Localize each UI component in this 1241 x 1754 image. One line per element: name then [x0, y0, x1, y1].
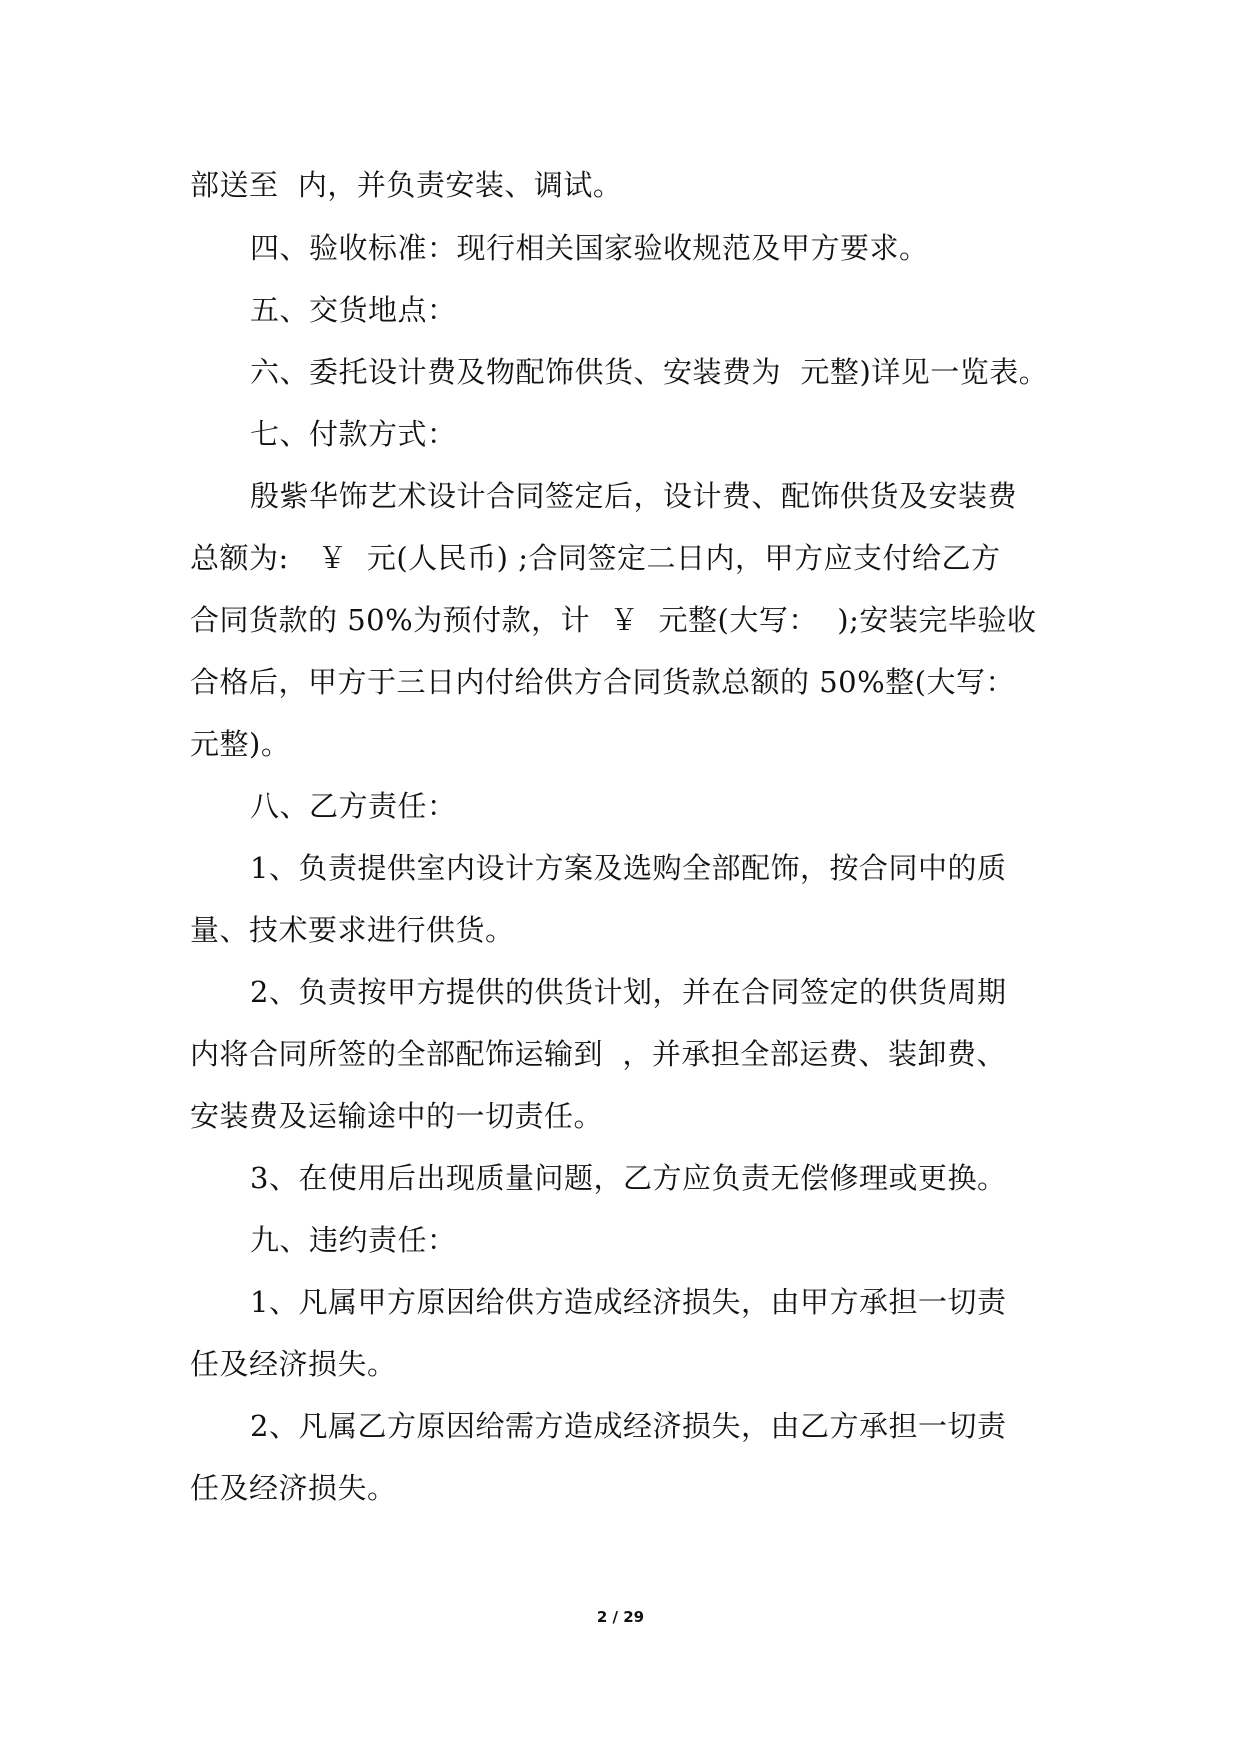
text-line: 1、凡属甲方原因给供方造成经济损失，由甲方承担一切责 [250, 1285, 1007, 1319]
page-number: 2 / 29 [596, 1608, 645, 1626]
section-heading: 八、乙方责任： [250, 789, 457, 823]
text-line: 合格后，甲方于三日内付给供方合同货款总额的 50%整(大写： [190, 665, 1015, 699]
text-line: 1、负责提供室内设计方案及选购全部配饰，按合同中的质 [250, 851, 1007, 885]
text-line: 量、技术要求进行供货。 [190, 913, 515, 947]
text-line: 安装费及运输途中的一切责任。 [190, 1099, 604, 1133]
text-line: 殷紫华饰艺术设计合同签定后，设计费、配饰供货及安装费 [250, 479, 1018, 513]
text-line: 内将合同所签的全部配饰运输到 ，并承担全部运费、装卸费、 [190, 1037, 1006, 1071]
text-line: 任及经济损失。 [190, 1347, 397, 1381]
section-heading: 五、交货地点： [250, 293, 457, 327]
text-line: 3、在使用后出现质量问题，乙方应负责无偿修理或更换。 [250, 1161, 1007, 1195]
section-heading: 七、付款方式： [250, 417, 457, 451]
text-line: 总额为: ￥ 元(人民币) ;合同签定二日内，甲方应支付给乙方 [190, 541, 1001, 575]
text-line: 合同货款的 50%为预付款，计 ￥ 元整(大写： );安装完毕验收 [190, 603, 1037, 637]
section-heading: 四、验收标准：现行相关国家验收规范及甲方要求。 [250, 231, 929, 265]
section-heading: 六、委托设计费及物配饰供货、安装费为 元整)详见一览表。 [250, 355, 1049, 389]
text-line: 2、负责按甲方提供的供货计划，并在合同签定的供货周期 [250, 975, 1007, 1009]
text-line: 部送至 内，并负责安装、调试。 [190, 168, 623, 202]
text-line: 2、凡属乙方原因给需方造成经济损失，由乙方承担一切责 [250, 1409, 1007, 1443]
text-line: 元整)。 [190, 727, 291, 761]
section-heading: 九、违约责任： [250, 1223, 457, 1257]
text-line: 任及经济损失。 [190, 1471, 397, 1505]
